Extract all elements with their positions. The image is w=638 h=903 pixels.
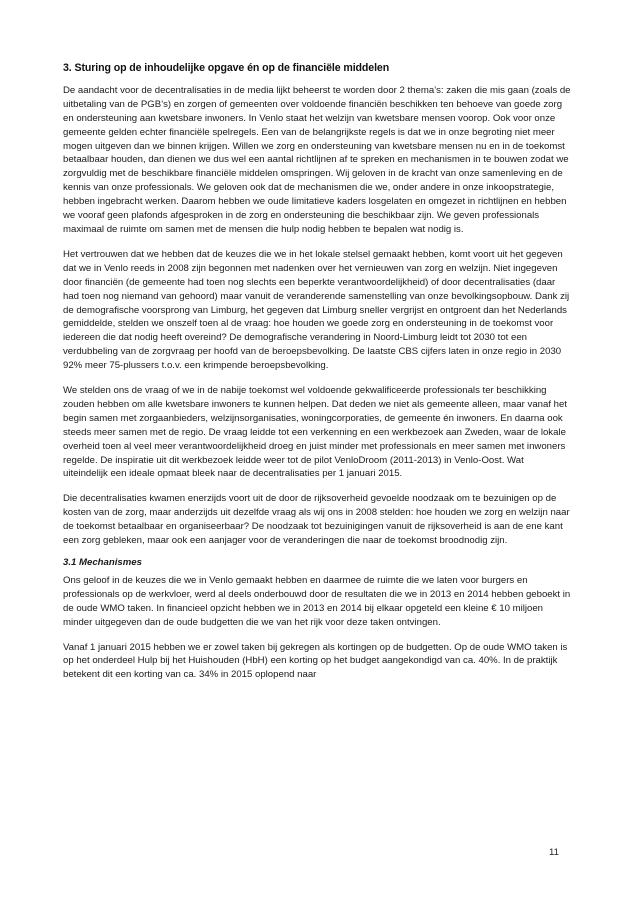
- paragraph-3: We stelden ons de vraag of we in de nabije toekomst wel voldoende gekwalificeerde professionals ter beschikking zouden hebben om alle kwetsbare inwoners te kunnen helpen. Dat deden we niet als gemeente alleen, maar vanaf het begin samen met zorgaanbieders, welzijnsorganisaties, woningcorporaties, de gemeente én inwoners. En daarna ook steeds meer samen met de regio. De vraag leidde tot een verkenning en een werkbezoek aan Zweden, waar de lokale overheid toen al veel meer verantwoordelijkheid droeg en juist minder met professionals en meer samen met inwoners regelde. De inspiratie uit dit werkbezoek leidde weer tot de pilot VenloDroom (2011-2013) in Venlo-Oost. Wat uiteindelijk een ideale opmaat bleek naar de decentralisaties per 1 januari 2015.: [63, 385, 568, 480]
- subsection-paragraph-2: Vanaf 1 januari 2015 hebben we er zowel taken bij gekregen als kortingen op de budgetten. Op de oude WMO taken is op het onderdeel Hulp bij het Huishouden (HbH) een korting op het budget aangekondigd van ca. 40%. In de praktijk betekent dit een korting van ca. 34% in 2015 oplopend naar: [63, 641, 568, 681]
- paragraph-1: De aandacht voor de decentralisaties in de media lijkt beheerst te worden door 2 thema’s: zaken die mis gaan (zoals de uitbetaling van de PGB’s) en zorgen of gemeenten over voldoende financiën beschikken ten behoeve van goede zorg en ondersteuning aan kwetsbare inwoners. In Venlo staat het welzijn van kwetsbare mensen voorop. Ook voor onze gemeente gelden echter financiële spelregels. Een van de belangrijkste regels is dat we in onze begroting niet meer mogen uitgeven dan we binnen krijgen. Willen we zorg en ondersteuning van kwetsbare mensen nu en in de toekomst betaalbaar houden, dan dienen we dus wel een aantal richtlijnen af te spreken en mechanismen in te bouwen zodat we zorgvuldig met de beschikbare financiële middelen omspringen. Wij geloven in de kracht van onze samenleving en de kennis van onze professionals. We geloven ook dat de mechanismen die we, onder andere in onze inkoopstrategie, hebben ingebracht werken. Daarom hebben we oude limitatieve kaders losgelaten en omgezet in richtlijnen en hebben we vooraf geen plafonds afgesproken in de zorg en ondersteuning die beschikbaar zijn. We geven professionals maximaal de ruimte om samen met de mensen die hulp nodig hebben te bepalen wat nodig is.: [63, 84, 571, 235]
- page-content: [63, 62, 571, 693]
- section-heading: 3. Sturing op de inhoudelijke opgave én op de financiële middelen: [63, 62, 390, 74]
- subsection-heading: 3.1 Mechanismes: [63, 557, 142, 568]
- paragraph-2: Het vertrouwen dat we hebben dat de keuzes die we in het lokale stelsel gemaakt hebben, komt voort uit het gegeven dat we in Venlo reeds in 2008 zijn begonnen met nadenken over het vernieuwen van zorg en welzijn. Niet ingegeven door financiën (de gemeente had toen nog slechts een beperkte verantwoordelijkheid) of door decentralisaties (daar had toen nog niemand van gehoord) maar vanuit de veranderende samenstelling van onze bevolkingsopbouw. Dank zij de demografische voorsprong van Limburg, het gegeven dat Limburg sneller vergrijst en ontgroent dan het Nederlands gemiddelde, stelden we onszelf toen al de vraag: hoe houden we goede zorg en ondersteuning in de toekomst voor iedereen die dat nodig heeft overeind? De demografische verandering in Noord-Limburg leidt tot 2030 tot een verdubbeling van de zorgvraag per hoofd van de beroepsbevolking. De laatste CBS cijfers laten in onze regio in 2030 92% meer 75-plussers t.o.v. een krimpende beroepsbevolking.: [63, 248, 570, 372]
- subsection-paragraph-1: Ons geloof in de keuzes die we in Venlo gemaakt hebben en daarmee de ruimte die we laten voor burgers en professionals op de werkvloer, werd al deels onderbouwd door de resultaten die we in 2013 en 2014 hebben geboekt in de oude WMO taken. In financieel opzicht hebben we in 2013 en 2014 bij elkaar opgeteld een kleine € 10 miljoen minder uitgegeven dan de oude budgetten die we van het rijk voor deze taken ontvingen.: [63, 574, 571, 628]
- paragraph-4: Die decentralisaties kwamen enerzijds voort uit de door de rijksoverheid gevoelde noodzaak om te bezuinigen op de kosten van de zorg, maar anderzijds uit dezelfde vraag als wij ons in 2008 stelden: hoe houden we zorg en welzijn naar de toekomst betaalbaar en organiseerbaar? De noodzaak tot bezuinigingen vanuit de rijksoverheid is aan de ene kant een zorg gebleken, maar ook een aanjager voor de veranderingen die naar de toekomst broodnodig zijn.: [63, 493, 570, 547]
- page-number: 11: [549, 847, 559, 858]
